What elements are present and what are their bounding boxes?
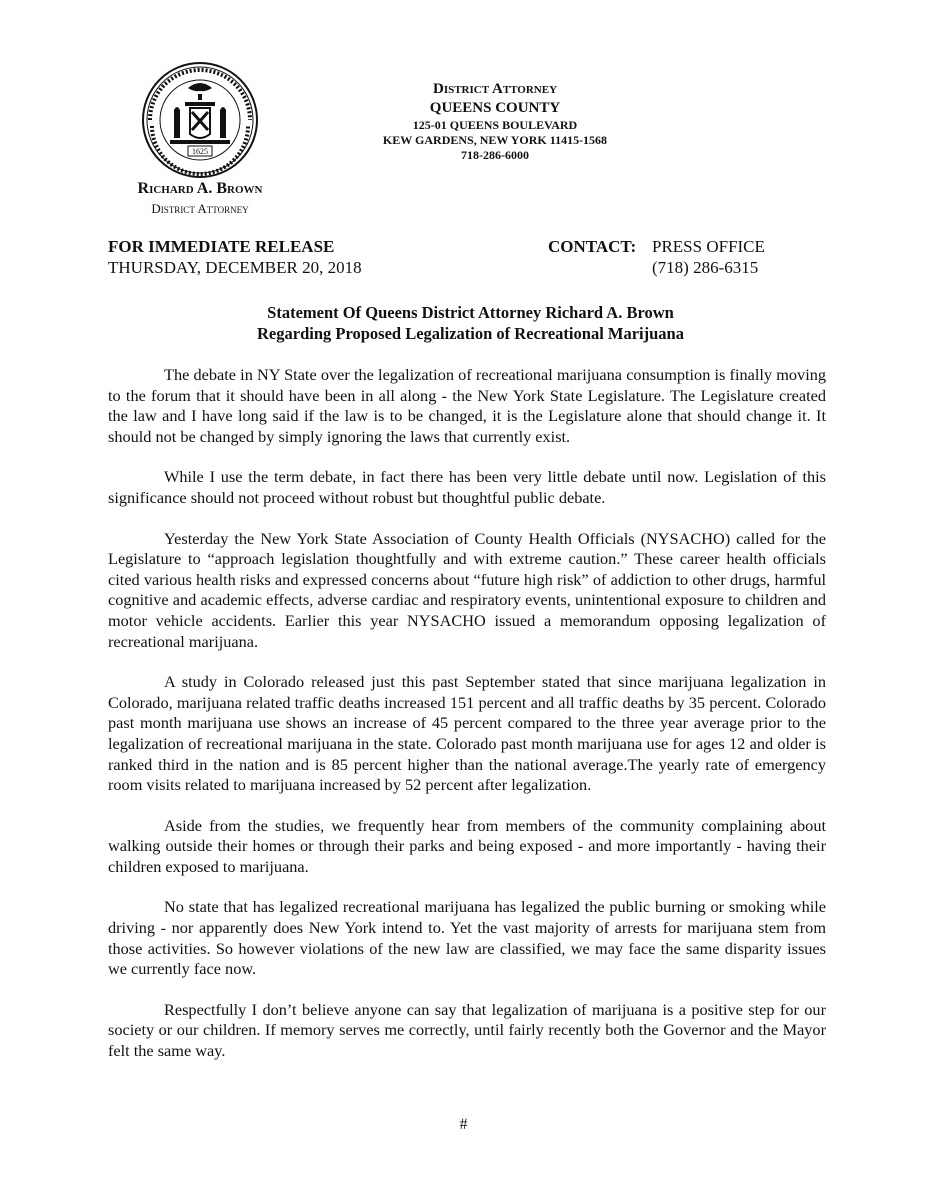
paragraph: While I use the term debate, in fact there has been very little debate until now. Legislation of this significance should not proceed without robust but thoughtful public debate. [108, 467, 826, 507]
headline-line1: Statement Of Queens District Attorney Richard A. Brown [267, 303, 674, 322]
office-phone: 718-286-6000 [461, 148, 529, 162]
release-block [108, 236, 362, 278]
contact-office: PRESS OFFICE [652, 237, 765, 256]
da-name: Richard A. Brown [137, 180, 263, 197]
paragraph: Yesterday the New York State Association of County Health Officials (NYSACHO) called for the Legislature to “approach legislation thoughtfully and with extreme caution.” These career health officials cited various health risks and expressed concerns about “future high risk” of addiction to other drugs, harmful cognitive and academic effects, adverse cardiac and respiratory events, unintentional exposure to children and motor vehicle accidents. Earlier this year NYSACHO issued a memorandum opposing legalization of recreational marijuana. [108, 528, 826, 651]
statement-body [108, 365, 826, 1082]
release-label: FOR IMMEDIATE RELEASE [108, 237, 335, 256]
da-title: District Attorney [151, 201, 249, 216]
office-letterhead [330, 80, 660, 163]
paragraph: A study in Colorado released just this past September stated that since marijuana legalization in Colorado, marijuana related traffic deaths increased 151 percent and all traffic deaths by 35 percent. Colorado past month marijuana use shows an increase of 45 percent compared to the three year average prior to the legalization of recreational marijuana in the state. Colorado past month marijuana use for ages 12 and older is ranked third in the nation and is 85 percent higher than the national average.The yearly rate of emergency room visits related to marijuana increased by 52 percent after legalization. [108, 672, 826, 795]
paragraph: No state that has legalized recreational marijuana has legalized the public burning or smoking while driving - nor apparently does New York intend to. Yet the vast majority of arrests for marijuana stem from those activities. So however violations of the new law are classified, we may face the same disparity issues we currently face now. [108, 897, 826, 979]
end-mark: # [459, 1116, 468, 1133]
contact-block [548, 236, 765, 278]
svg-text:1625: 1625 [192, 147, 208, 156]
nyc-seal-icon [140, 60, 260, 180]
contact-phone: (718) 286-6315 [652, 258, 759, 277]
office-title: District Attorney [432, 81, 558, 97]
paragraph: Respectfully I don’t believe anyone can say that legalization of marijuana is a positive step for our society or our children. If memory serves me correctly, until fairly recently both the Governor and the Mayor felt the same way. [108, 999, 826, 1061]
office-address-line2: KEW GARDENS, NEW YORK 11415-1568 [382, 133, 608, 147]
headline [108, 302, 833, 344]
office-county: QUEENS COUNTY [429, 100, 561, 116]
office-address-line1: 125-01 QUEENS BOULEVARD [412, 118, 578, 132]
release-date: THURSDAY, DECEMBER 20, 2018 [108, 258, 362, 277]
headline-line2: Regarding Proposed Legalization of Recreational Marijuana [257, 324, 684, 343]
paragraph: Aside from the studies, we frequently hear from members of the community complaining about walking outside their homes or through their parks and being exposed - and more importantly - having their children exposed to marijuana. [108, 815, 826, 876]
paragraph: The debate in NY State over the legalization of recreational marijuana consumption is finally moving to the forum that it should have been in all along - the New York State Legislature. The Legislature created the law and I have long said if the law is to be changed, it is the Legislature alone that should change it. It should not be changed by simply ignoring the laws that currently exist. [108, 365, 826, 446]
contact-label: CONTACT: [548, 237, 637, 256]
